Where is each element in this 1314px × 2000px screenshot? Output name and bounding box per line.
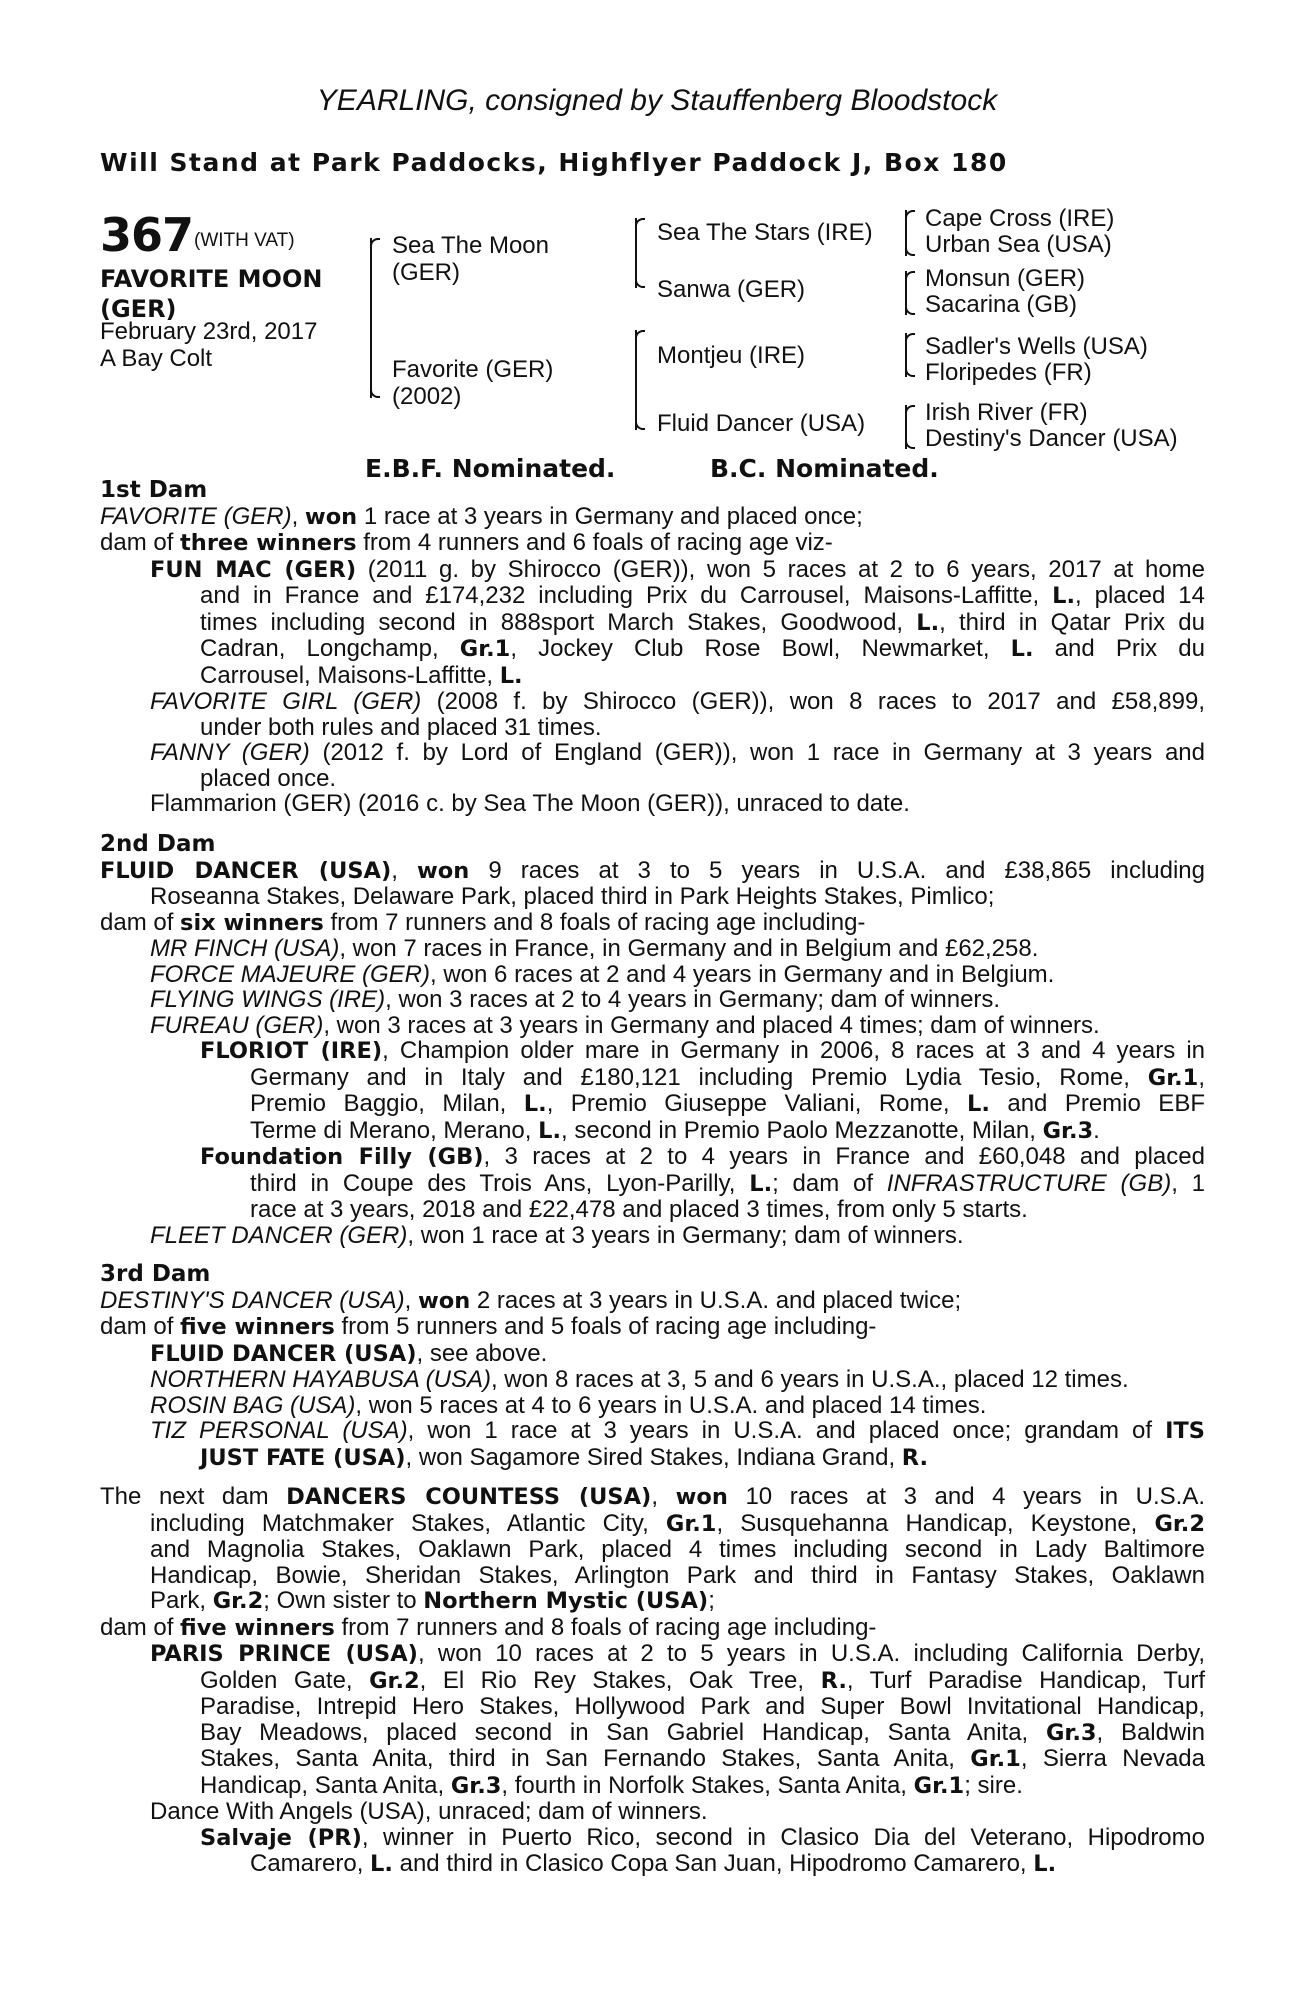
dam-dam: Fluid Dancer (USA) — [657, 410, 866, 437]
first-dam-section — [100, 478, 1205, 817]
text-line: Bay Meadows, placed second in San Gabriel Handicap, Santa Anita, Gr.3, Baldwin — [200, 1718, 1205, 1746]
text-line: FLYING WINGS (IRE), won 3 races at 2 to 4 years in Germany; dam of winners. — [150, 986, 1001, 1013]
text-line: Carrousel, Maisons-Laffitte, L. — [200, 661, 523, 689]
text-line: FLUID DANCER (USA), won 9 races at 3 to 5 years in U.S.A. and £38,865 including — [100, 856, 1205, 884]
section-heading: 3rd Dam — [100, 1261, 211, 1287]
text-line: FUN MAC (GER) (2011 g. by Shirocco (GER)), won 5 races at 2 to 6 years, 2017 at home — [150, 555, 1206, 583]
dam-sire: Montjeu (IRE) — [657, 342, 806, 369]
text-line: Salvaje (PR), winner in Puerto Rico, second in Clasico Dia del Veterano, Hipodromo — [200, 1823, 1205, 1851]
foal-info: February 23rd, 2017 A Bay Colt — [100, 318, 318, 372]
text-line: FLUID DANCER (USA), see above. — [150, 1339, 548, 1367]
text-line: third in Coupe des Trois Ans, Lyon-Parilly, L.; dam of INFRASTRUCTURE (GB), 1 — [250, 1169, 1205, 1197]
text-line: Paradise, Intrepid Hero Stakes, Hollywood Park and Super Bowl Invitational Handicap, — [200, 1693, 1205, 1720]
text-line: DESTINY'S DANCER (USA), won 2 races at 3 years in U.S.A. and placed twice; — [100, 1286, 962, 1314]
pedigree-brace — [370, 238, 372, 398]
text-line: Flammarion (GER) (2016 c. by Sea The Moon (GER)), unraced to date. — [150, 790, 910, 817]
text-line: dam of five winners from 5 runners and 5 foals of racing age including- — [100, 1313, 877, 1340]
sire-sire: Sea The Stars (IRE) — [657, 219, 873, 246]
third-dam-section — [100, 1262, 1205, 1471]
vat-label: (WITH VAT) — [194, 230, 295, 251]
g3-name: Floripedes (FR) — [925, 359, 1092, 386]
text-line: Stakes, Santa Anita, third in San Fernando Stakes, Santa Anita, Gr.1, Sierra Nevada — [200, 1745, 1205, 1772]
text-line: Park, Gr.2; Own sister to Northern Mystic (USA); — [150, 1587, 715, 1614]
g3-name: Sadler's Wells (USA) — [925, 333, 1148, 360]
text-line: Golden Gate, Gr.2, El Rio Rey Stakes, Oak Tree, R., Turf Paradise Handicap, Turf — [200, 1666, 1206, 1694]
text-line: The next dam DANCERS COUNTESS (USA), won 10 races at 3 and 4 years in U.S.A. — [100, 1483, 1205, 1510]
text-line: FAVORITE (GER), won 1 race at 3 years in Germany and placed once; — [100, 502, 863, 530]
text-line: JUST FATE (USA), won Sagamore Sired Stakes, Indiana Grand, R. — [200, 1443, 929, 1471]
next-dam-section — [100, 1484, 1205, 1878]
text-line: FORCE MAJEURE (GER), won 6 races at 2 and 4 years in Germany and in Belgium. — [150, 960, 1055, 988]
text-line: Terme di Merano, Merano, L., second in Premio Paolo Mezzanotte, Milan, Gr.3. — [250, 1116, 1100, 1144]
text-line: MR FINCH (USA), won 7 races in France, in Germany and in Belgium and £62,258. — [150, 935, 1039, 962]
text-line: Foundation Filly (GB), 3 races at 2 to 4 years in France and £60,048 and placed — [200, 1143, 1205, 1170]
text-line: and in France and £174,232 including Prix du Carrousel, Maisons-Laffitte, L., placed 14 — [200, 582, 1205, 609]
text-line: times including second in 888sport March Stakes, Goodwood, L., third in Qatar Prix du — [200, 608, 1205, 636]
text-line: Camarero, L. and third in Clasico Copa San Juan, Hipodromo Camarero, L. — [250, 1850, 1057, 1877]
ebf-nominated: E.B.F. Nominated. — [365, 454, 616, 483]
page-title: YEARLING, consigned by Stauffenberg Bloodstock — [316, 84, 998, 117]
text-line: dam of three winners from 4 runners and 6 foals of racing age viz- — [100, 529, 833, 556]
g3-name: Cape Cross (IRE) — [925, 205, 1115, 232]
text-line: NORTHERN HAYABUSA (USA), won 8 races at 3, 5 and 6 years in U.S.A., placed 12 times. — [150, 1366, 1129, 1393]
text-line: FAVORITE GIRL (GER) (2008 f. by Shirocco (GER)), won 8 races to 2017 and £58,899, — [150, 688, 1205, 715]
pedigree-brace — [905, 210, 907, 256]
text-line: dam of six winners from 7 runners and 8 foals of racing age including- — [100, 908, 866, 936]
second-dam-section — [100, 832, 1205, 1248]
text-line: FLORIOT (IRE), Champion older mare in Germany in 2006, 8 races at 3 and 4 years in — [200, 1037, 1205, 1064]
g3-name: Destiny's Dancer (USA) — [925, 425, 1178, 452]
section-heading: 2nd Dam — [100, 831, 216, 857]
g3-name: Sacarina (GB) — [925, 291, 1078, 318]
sire-name: Sea The Moon (GER) — [392, 232, 549, 286]
text-line: PARIS PRINCE (USA), won 10 races at 2 to 5 years in U.S.A. including California Derby, — [150, 1640, 1205, 1667]
text-line: Roseanna Stakes, Delaware Park, placed third in Park Heights Stakes, Pimlico; — [150, 883, 995, 910]
g3-name: Urban Sea (USA) — [925, 231, 1112, 258]
dam-name: Favorite (GER) (2002) — [392, 356, 554, 410]
g3-name: Monsun (GER) — [925, 265, 1086, 292]
text-line: and Magnolia Stakes, Oaklawn Park, placed 4 times including second in Lady Baltimore — [150, 1536, 1205, 1563]
pedigree-brace — [905, 271, 907, 315]
sire-dam: Sanwa (GER) — [657, 276, 806, 303]
text-line: Cadran, Longchamp, Gr.1, Jockey Club Rose Bowl, Newmarket, L. and Prix du — [200, 635, 1206, 662]
text-line: dam of five winners from 7 runners and 8 foals of racing age including- — [100, 1613, 877, 1641]
text-line: Dance With Angels (USA), unraced; dam of winners. — [150, 1798, 708, 1825]
text-line: Handicap, Santa Anita, Gr.3, fourth in Norfolk Stakes, Santa Anita, Gr.1; sire. — [200, 1771, 1023, 1799]
text-line: TIZ PERSONAL (USA), won 1 race at 3 years in U.S.A. and placed once; grandam of ITS — [150, 1417, 1205, 1444]
text-line: FANNY (GER) (2012 f. by Lord of England (GER)), won 1 race in Germany at 3 years and — [150, 739, 1205, 766]
text-line: FLEET DANCER (GER), won 1 race at 3 years in Germany; dam of winners. — [150, 1221, 964, 1249]
section-heading: 1st Dam — [100, 477, 208, 503]
text-line: FUREAU (GER), won 3 races at 3 years in Germany and placed 4 times; dam of winners. — [150, 1011, 1100, 1039]
text-line: under both rules and placed 31 times. — [200, 713, 602, 741]
text-line: placed once. — [200, 764, 337, 792]
text-line: including Matchmaker Stakes, Atlantic City, Gr.1, Susquehanna Handicap, Keystone, Gr.2 — [150, 1509, 1206, 1537]
g3-name: Irish River (FR) — [925, 399, 1088, 426]
text-line: ROSIN BAG (USA), won 5 races at 4 to 6 years in U.S.A. and placed 14 times. — [150, 1391, 987, 1419]
pedigree-brace — [905, 405, 907, 449]
horse-name: FAVORITE MOON (GER) — [100, 265, 323, 323]
pedigree-brace — [635, 218, 637, 288]
pedigree-brace — [905, 333, 907, 377]
text-line: Premio Baggio, Milan, L., Premio Giuseppe Valiani, Rome, L. and Premio EBF — [250, 1090, 1205, 1117]
stand-location: Will Stand at Park Paddocks, Highflyer Paddock J, Box 180 — [100, 148, 1008, 177]
pedigree-brace — [635, 330, 637, 430]
bc-nominated: B.C. Nominated. — [710, 454, 939, 483]
lot-number: 367 — [100, 208, 194, 262]
text-line: Germany and in Italy and £180,121 including Premio Lydia Tesio, Rome, Gr.1, — [250, 1063, 1205, 1091]
text-line: Handicap, Bowie, Sheridan Stakes, Arlington Park and third in Fantasy Stakes, Oaklawn — [150, 1561, 1205, 1589]
text-line: race at 3 years, 2018 and £22,478 and placed 3 times, from only 5 starts. — [250, 1196, 1028, 1223]
